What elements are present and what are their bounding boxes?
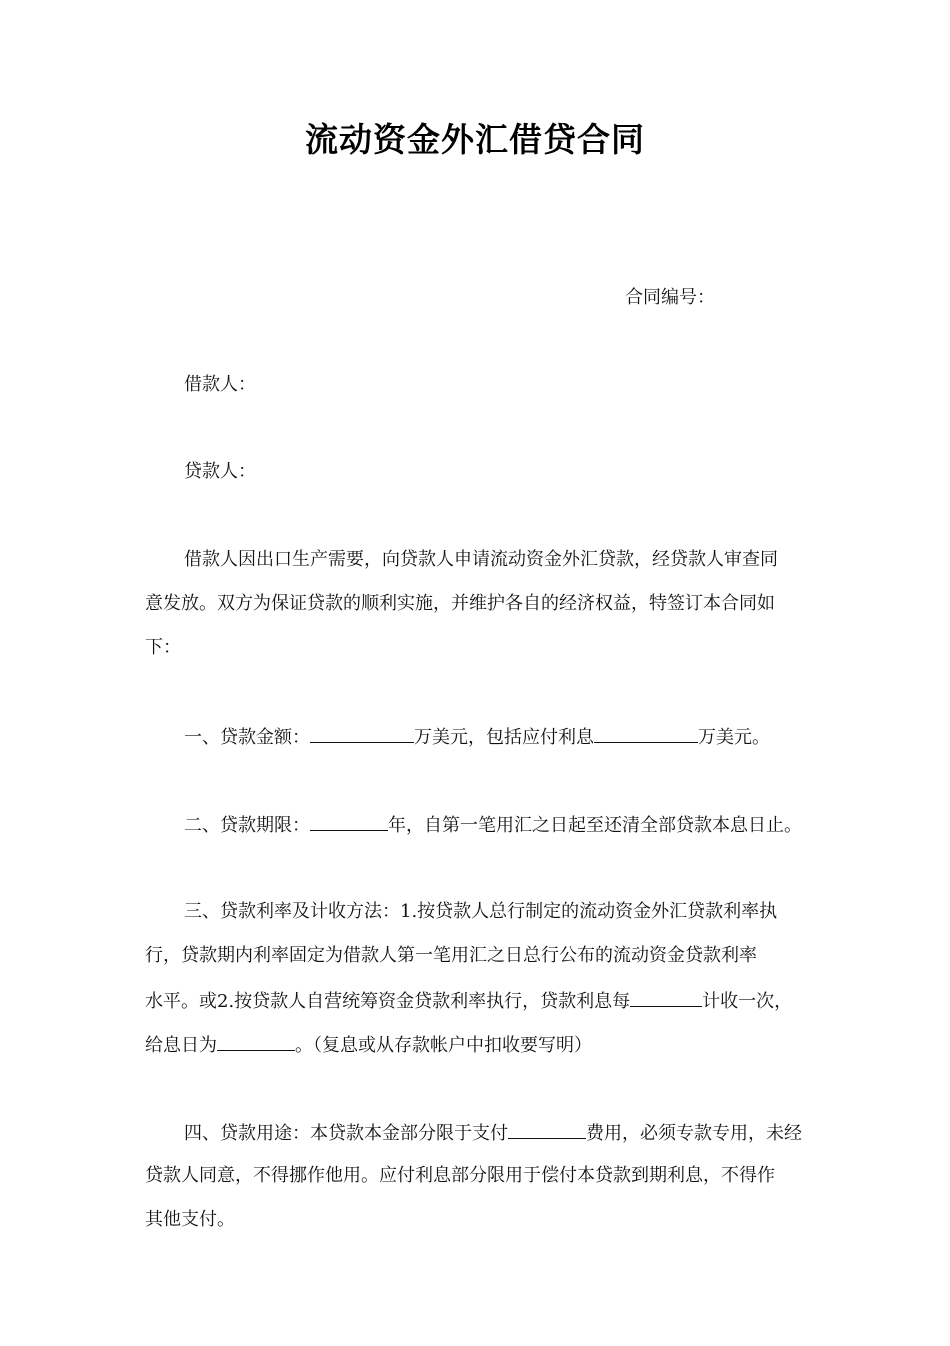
clause-2-loan-term <box>184 812 802 838</box>
clause-3-line-1: 三、贷款利率及计收方法：1.按贷款人总行制定的流动资金外汇贷款利率执 <box>184 901 778 922</box>
clause-3-line-2: 行，贷款期内利率固定为借款人第一笔用汇之日总行公布的流动资金贷款利率 <box>145 945 757 966</box>
loan-amount-blank[interactable] <box>310 724 414 743</box>
clause-3-line-4-suffix: 。（复息或从存款帐户中扣收要写明） <box>295 1035 592 1056</box>
preamble-line-1: 借款人因出口生产需要，向贷款人申请流动资金外汇贷款，经贷款人审查同 <box>184 549 778 570</box>
clause-3-line-3 <box>145 988 792 1014</box>
borrower-label: 借款人： <box>184 374 256 395</box>
interest-date-blank[interactable] <box>217 1032 295 1051</box>
lender-label: 贷款人： <box>184 461 256 482</box>
clause-2-suffix: 年，自第一笔用汇之日起至还清全部贷款本息日止。 <box>388 815 802 836</box>
clause-4-line-1-suffix: 费用，必须专款专用，未经 <box>586 1123 802 1144</box>
clause-4-line-2: 贷款人同意，不得挪作他用。应付利息部分限用于偿付本贷款到期利息，不得作 <box>145 1165 775 1186</box>
contract-number-label: 合同编号： <box>625 287 715 308</box>
clause-3-line-3-prefix: 水平。或2.按贷款人自营统筹资金贷款利率执行，贷款利息每 <box>145 991 631 1012</box>
clause-1-suffix: 万美元。 <box>698 727 770 748</box>
interest-period-blank[interactable] <box>630 988 702 1007</box>
loan-term-blank[interactable] <box>310 812 388 831</box>
interest-amount-blank[interactable] <box>594 724 698 743</box>
clause-3-line-3-suffix: 计收一次， <box>702 991 793 1012</box>
preamble-line-2: 意发放。双方为保证贷款的顺利实施，并维护各自的经济权益，特签订本合同如 <box>145 593 775 614</box>
clause-2-prefix: 二、贷款期限： <box>184 815 310 836</box>
document-title: 流动资金外汇借贷合同 <box>305 120 645 159</box>
clause-3-line-4-prefix: 给息日为 <box>145 1035 217 1056</box>
clause-4-line-1-prefix: 四、贷款用途：本贷款本金部分限于支付 <box>184 1123 508 1144</box>
clause-4-line-1 <box>184 1120 802 1146</box>
clause-1-loan-amount <box>184 724 770 750</box>
preamble-line-3: 下： <box>145 637 181 658</box>
clause-4-line-3: 其他支付。 <box>145 1209 235 1230</box>
clause-1-prefix: 一、贷款金额： <box>184 727 310 748</box>
clause-3-line-4 <box>145 1032 592 1058</box>
clause-1-mid: 万美元，包括应付利息 <box>414 727 594 748</box>
expense-type-blank[interactable] <box>508 1120 586 1139</box>
